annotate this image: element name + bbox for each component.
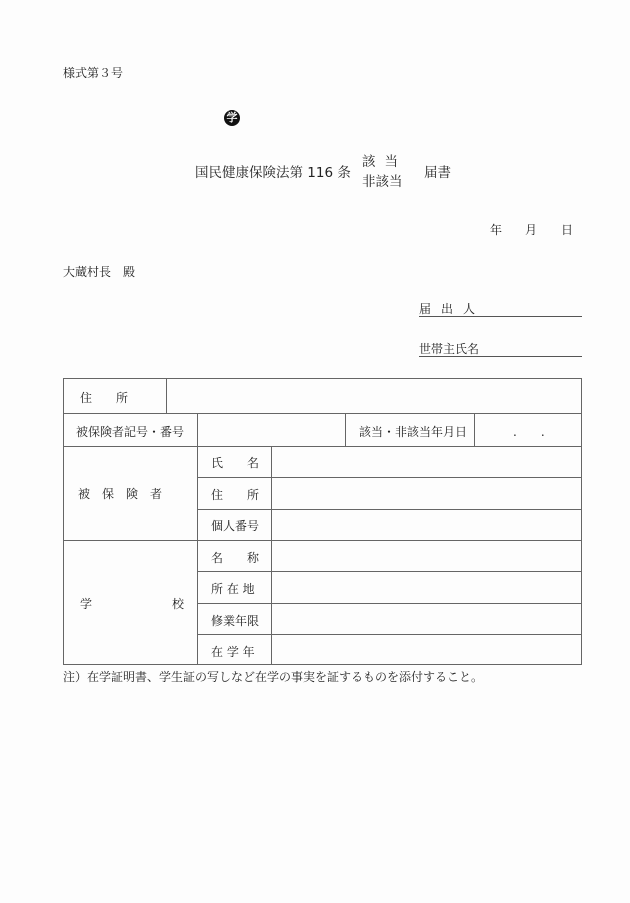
insured-address-input[interactable] [272, 478, 581, 509]
school-name-input[interactable] [272, 541, 581, 571]
date-day-label: 日 [561, 223, 574, 237]
school-duration-label: 修業年限 [211, 614, 260, 628]
form-number: 様式第３号 [63, 66, 124, 80]
householder-name-field[interactable] [419, 340, 582, 357]
applicable-date-label: 該当・非該当年月日 [359, 425, 468, 439]
insured-number-label: 被保険者記号・番号 [76, 425, 185, 439]
insured-name-input[interactable] [272, 447, 581, 477]
circled-gaku-icon: 学 [224, 110, 240, 126]
divider [345, 413, 346, 446]
address-label: 住 所 [80, 391, 129, 405]
school-year-input[interactable] [272, 635, 581, 665]
date-year-label: 年 [490, 223, 503, 237]
notifier-label: 届出人 [419, 302, 486, 316]
school-group-label-left: 学 [80, 597, 93, 611]
date-month-label: 月 [525, 223, 538, 237]
divider [197, 413, 198, 665]
householder-name-label: 世帯主氏名 [419, 342, 480, 356]
school-duration-input[interactable] [272, 604, 581, 634]
title-option-not-applicable[interactable]: 非該当 [362, 174, 403, 190]
applicable-date-input[interactable]: . . [513, 425, 545, 439]
title-option-applicable[interactable]: 該当 [362, 154, 407, 170]
address-input[interactable] [167, 379, 581, 413]
form-table [63, 378, 582, 665]
school-location-label: 所 在 地 [211, 582, 255, 596]
insured-person-group-label: 被 保 険 者 [78, 487, 163, 501]
title-suffix: 届書 [424, 165, 451, 181]
divider [474, 413, 475, 446]
insured-name-label: 氏 名 [211, 456, 260, 470]
insured-id-number-label: 個人番号 [211, 519, 260, 533]
title-main: 国民健康保険法第 116 条 [195, 165, 351, 181]
school-year-label: 在 学 年 [211, 645, 255, 659]
note: 注）在学証明書、学生証の写しなど在学の事実を証するものを添付すること。 [63, 670, 484, 684]
school-group-label-right: 校 [172, 597, 185, 611]
school-location-input[interactable] [272, 572, 581, 603]
insured-id-number-input[interactable] [272, 510, 581, 540]
notifier-field[interactable] [419, 300, 582, 317]
addressee: 大蔵村長 殿 [63, 265, 136, 279]
insured-number-input[interactable] [198, 414, 345, 446]
school-name-label: 名 称 [211, 551, 260, 565]
insured-address-label: 住 所 [211, 488, 260, 502]
